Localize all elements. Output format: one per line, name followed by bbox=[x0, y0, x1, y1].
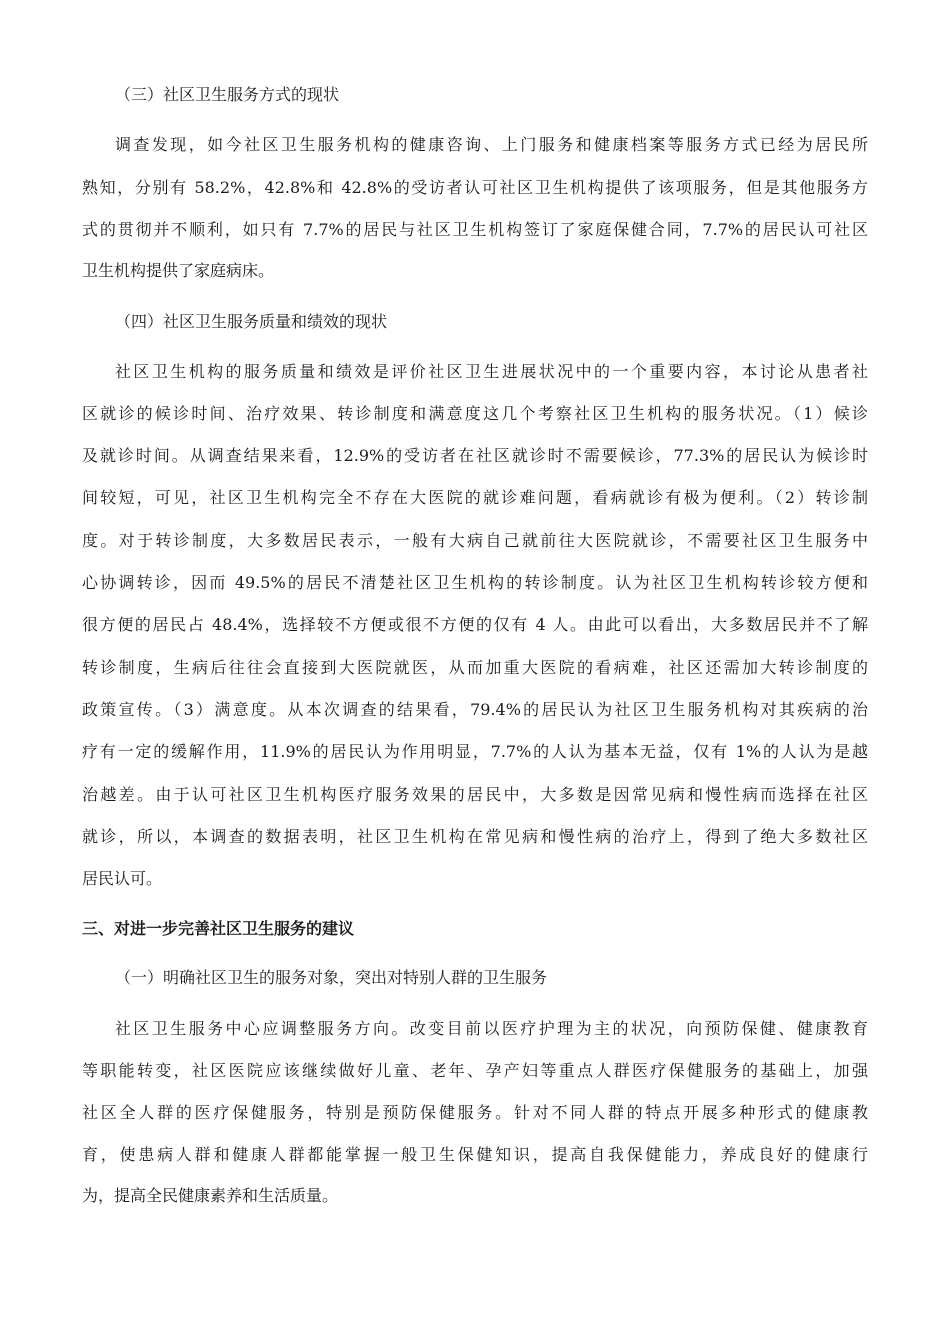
paragraph-line: 社区卫生机构的服务质量和绩效是评价社区卫生进展状况中的一个重要内容，本讨论从患者社 bbox=[115, 362, 868, 381]
paragraph-line: 度。对于转诊制度，大多数居民表示，一般有大病自己就前往大医院就诊，不需要社区卫生服务中 bbox=[82, 531, 868, 550]
paragraph-line: 居民认可。 bbox=[82, 869, 163, 888]
paragraph-line: 熟知，分别有 58.2%，42.8%和 42.8%的受访者认可社区卫生机构提供了该项服务，但是其他服务方 bbox=[82, 178, 868, 197]
paragraph-line: 政策宣传。（3）满意度。从本次调查的结果看，79.4%的居民认为社区卫生服务机构对其疾病的治 bbox=[82, 700, 868, 719]
paragraph-line: 疗有一定的缓解作用，11.9%的居民认为作用明显，7.7%的人认为基本无益，仅有 1%的人认为是越 bbox=[82, 742, 868, 761]
paragraph-line: 社区卫生服务中心应调整服务方向。改变目前以医疗护理为主的状况，向预防保健、健康教育 bbox=[115, 1019, 868, 1038]
section-heading: （三）社区卫生服务方式的现状 bbox=[115, 85, 340, 104]
paragraph-line: 式的贯彻并不顺利，如只有 7.7%的居民与社区卫生机构签订了家庭保健合同，7.7%的居民认可社区 bbox=[82, 220, 868, 239]
paragraph-line: 就诊，所以，本调查的数据表明，社区卫生机构在常见病和慢性病的治疗上，得到了绝大多数社区 bbox=[82, 827, 868, 846]
chapter-heading: 三、对进一步完善社区卫生服务的建议 bbox=[82, 919, 355, 938]
paragraph-line: 育，使患病人群和健康人群都能掌握一般卫生保健知识，提高自我保健能力，养成良好的健康行 bbox=[82, 1145, 868, 1164]
section-heading: （四）社区卫生服务质量和绩效的现状 bbox=[115, 312, 388, 331]
section-heading: （一）明确社区卫生的服务对象，突出对特别人群的卫生服务 bbox=[115, 968, 548, 987]
paragraph-line: 很方便的居民占 48.4%，选择较不方便或很不方便的仅有 4 人。由此可以看出，大多数居民并不了解 bbox=[82, 615, 868, 634]
paragraph-line: 转诊制度，生病后往往会直接到大医院就医，从而加重大医院的看病难，社区还需加大转诊制度的 bbox=[82, 658, 868, 677]
paragraph-line: 等职能转变，社区医院应该继续做好儿童、老年、孕产妇等重点人群医疗保健服务的基础上，加强 bbox=[82, 1061, 868, 1080]
paragraph-line: 心协调转诊，因而 49.5%的居民不清楚社区卫生机构的转诊制度。认为社区卫生机构转诊较方便和 bbox=[82, 573, 868, 592]
paragraph-line: 治越差。由于认可社区卫生机构医疗服务效果的居民中，大多数是因常见病和慢性病而选择在社区 bbox=[82, 785, 868, 804]
paragraph-line: 调查发现，如今社区卫生服务机构的健康咨询、上门服务和健康档案等服务方式已经为居民所 bbox=[115, 135, 868, 154]
paragraph-line: 区就诊的候诊时间、治疗效果、转诊制度和满意度这几个考察社区卫生机构的服务状况。（1）候诊 bbox=[82, 404, 868, 423]
paragraph-line: 间较短，可见，社区卫生机构完全不存在大医院的就诊难问题，看病就诊有极为便利。（2）转诊制 bbox=[82, 488, 868, 507]
paragraph-line: 卫生机构提供了家庭病床。 bbox=[82, 261, 275, 280]
paragraph-line: 为，提高全民健康素养和生活质量。 bbox=[82, 1186, 339, 1205]
paragraph-line: 及就诊时间。从调查结果来看，12.9%的受访者在社区就诊时不需要候诊，77.3%的居民认为候诊时 bbox=[82, 446, 868, 465]
paragraph-line: 社区全人群的医疗保健服务，特别是预防保健服务。针对不同人群的特点开展多种形式的健康教 bbox=[82, 1103, 868, 1122]
